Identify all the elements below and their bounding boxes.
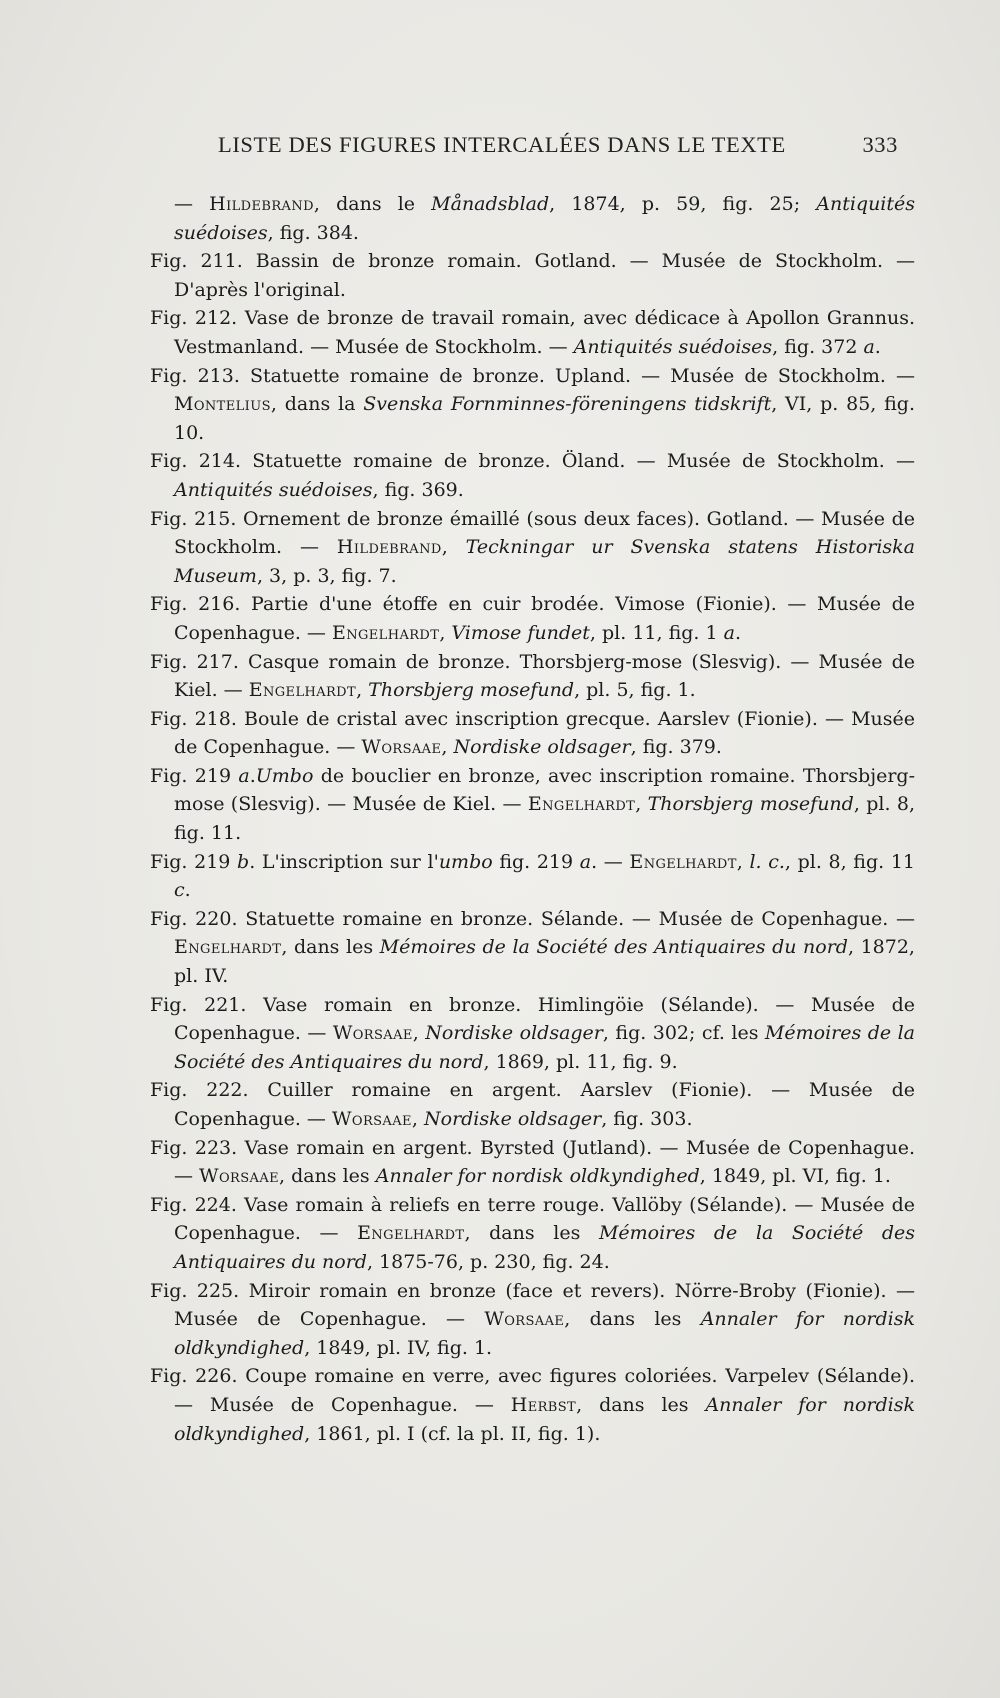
entry-work2: Antiquités suédoises	[174, 193, 916, 244]
entry-mid: ,	[736, 850, 750, 873]
entry-tail: , 1875-76, p. 230, fig. 24.	[366, 1250, 610, 1273]
entry-label: Fig. 213.	[150, 364, 240, 387]
entry-label: Fig. 216.	[150, 593, 241, 616]
entry-author: Engelhardt	[357, 1222, 465, 1245]
entry-label: Fig. 215.	[150, 507, 237, 530]
figure-entry-fig-213	[150, 362, 915, 448]
entry-work: Antiquités suédoises	[573, 335, 773, 358]
entry-label: Fig. 226.	[150, 1365, 238, 1388]
entry-text: Partie d'une étoffe en cuir brodée. Vimose (Fionie). — Musée de Copenhague. —	[174, 593, 915, 644]
entry-tail: , 1849, pl. IV, fig. 1.	[304, 1336, 493, 1359]
entry-work2: Mémoires de la Société des Antiquaires du nord	[174, 1022, 915, 1073]
entry-work: Nordiske oldsager	[424, 1108, 602, 1130]
entry-label: Fig. 224.	[150, 1193, 237, 1216]
entry-text: Vase romain en argent. Byrsted (Jutland). — Musée de Copenhague. —	[174, 1136, 915, 1188]
entry-label: Fig. 214.	[150, 450, 242, 473]
figure-entry-fig-225	[150, 1277, 915, 1363]
entry-label: Fig. 222.	[150, 1079, 249, 1102]
entry-tail: , pl. 5, fig. 1.	[574, 679, 696, 702]
entry-tail2: , 1869, pl. 11, fig. 9.	[483, 1050, 678, 1073]
entry-mid: , dans les	[279, 1165, 376, 1188]
entry-tail: , VI, p. 85, fig. 10.	[174, 393, 915, 444]
entry-label: Fig. 223.	[150, 1136, 238, 1159]
entry-label-end: .	[249, 764, 256, 787]
entry-author: Montelius	[174, 393, 271, 416]
entry-lead: —	[174, 193, 210, 215]
entry-work: Mémoires de la Société des Antiquaires du nord	[379, 936, 848, 959]
entry-author: Engelhardt	[248, 679, 357, 702]
entry-text: Ornement de bronze émaillé (sous deux faces). Gotland. — Musée de Stockholm. —	[174, 507, 915, 559]
figure-entry-fig-224	[150, 1191, 915, 1277]
entry-label: Fig. 219	[150, 764, 239, 787]
running-head-title: LISTE DES FIGURES INTERCALÉES DANS LE TEXTE	[218, 132, 786, 157]
entry-text: Vase romain en bronze. Himlingöie (Sélande). — Musée de Copenhague. —	[174, 993, 916, 1045]
entry-author: Engelhardt	[527, 793, 636, 816]
entry-tail: , 1874, p. 59, fig. 25;	[549, 193, 817, 215]
entry-text3: . —	[591, 850, 630, 873]
figure-entry-fig-218	[150, 705, 915, 762]
entry-tail: , fig. 379.	[630, 736, 722, 759]
entry-tail-end: .	[184, 879, 191, 902]
entry-tail: , fig. 302; cf. les	[602, 1022, 765, 1045]
entry-mid: , dans les	[281, 936, 380, 959]
entry-author: Worsaae	[484, 1308, 565, 1331]
figure-entry-fig-221	[150, 991, 915, 1077]
entry-text2: fig. 219	[492, 850, 580, 873]
entry-text: L'inscription sur l'	[255, 850, 439, 873]
entry-tail-it: c	[174, 879, 185, 902]
entry-work: Månadsblad	[431, 193, 550, 215]
figure-entry-fig-219b	[150, 848, 915, 905]
entry-mid: ,	[412, 1022, 426, 1045]
entry-label: Fig. 217.	[150, 650, 239, 673]
entry-work: Svenska Fornminnes-föreningens tidskrift	[363, 393, 772, 416]
entry-text2-it: a	[579, 850, 592, 873]
entry-text: de bouclier en bronze, avec inscription romaine. Thorsbjerg-mose (Slesvig). — Musée de Kiel. —	[174, 764, 915, 816]
entry-author: Hildebrand	[336, 536, 442, 559]
entry-tail: , pl. 8, fig. 11	[784, 850, 915, 873]
entry-text: Vase de bronze de travail romain, avec dédicace à Apollon Grannus. Vestmanland. — Musée de Stockholm. —	[174, 307, 916, 358]
entry-work: Nordiske oldsager	[453, 736, 631, 759]
entry-label: Fig. 212.	[150, 307, 238, 330]
entry-mid: ,	[441, 736, 454, 759]
entry-tail: , fig. 369.	[372, 478, 464, 501]
figure-entry-fig-215	[150, 505, 915, 591]
entry-text: Bassin de bronze romain. Gotland. — Musée de Stockholm. — D'après l'original.	[174, 250, 915, 301]
entry-tail-end: .	[874, 335, 881, 358]
entry-author: Herbst	[510, 1393, 577, 1416]
figure-entry-fig-212	[150, 304, 915, 361]
entry-mid: , dans la	[270, 393, 364, 416]
figure-entry-fig-216	[150, 590, 915, 647]
entry-tail: , 1872, pl. IV.	[174, 936, 915, 988]
entry-tail-end: .	[734, 621, 741, 644]
entry-text: Coupe romaine en verre, avec figures coloriées. Varpelev (Sélande). — Musée de Copenhague. —	[174, 1365, 915, 1416]
entry-mid: ,	[439, 621, 452, 644]
entry-work: Vimose fundet	[451, 621, 590, 644]
entry-work: Annaler for nordisk oldkyndighed	[375, 1165, 700, 1188]
entry-mid: , dans le	[313, 193, 432, 215]
entry-author: Worsaae	[332, 1022, 413, 1045]
figure-entry-fig-219a	[150, 762, 915, 848]
entry-author: Worsaae	[361, 736, 442, 759]
entry-mid: ,	[411, 1108, 424, 1130]
figure-entry-fig-222	[150, 1076, 915, 1133]
entry-author: Engelhardt	[331, 621, 440, 644]
entry-work: Thorsbjerg mosefund	[647, 793, 854, 816]
entry-tail: , 1849, pl. VI, fig. 1.	[699, 1165, 891, 1188]
entry-text: Cuiller romaine en argent. Aarslev (Fionie). — Musée de Copenhague. —	[174, 1079, 915, 1130]
entry-mid: , dans les	[576, 1393, 706, 1416]
figure-entry-fig-214	[150, 447, 915, 504]
entry-text: Casque romain de bronze. Thorsbjerg-mose (Slesvig). — Musée de Kiel. —	[174, 650, 915, 702]
figure-entry-fig-220	[150, 905, 915, 991]
entry-text: Miroir romain en bronze (face et revers). Nörre-Broby (Fionie). — Musée de Copenhague. —	[174, 1279, 916, 1331]
entry-tail: , pl. 11, fig. 1	[589, 621, 724, 644]
entry-work: Annaler for nordisk oldkyndighed	[174, 1393, 915, 1445]
entry-pre-it: Umbo	[255, 764, 314, 787]
entry-mid: ,	[635, 793, 648, 816]
running-head	[218, 132, 898, 168]
entry-mid: ,	[441, 536, 466, 559]
entry-text: Statuette romaine en bronze. Sélande. — Musée de Copenhague. —	[237, 907, 915, 930]
entry-tail: , fig. 372	[772, 335, 864, 358]
entry-text: Statuette romaine de bronze. Upland. — Musée de Stockholm. —	[239, 364, 915, 387]
entry-label-end: .	[249, 850, 256, 873]
entry-mid: , dans les	[464, 1222, 599, 1245]
entry-tail: , 1861, pl. I (cf. la pl. II, fig. 1).	[304, 1422, 601, 1445]
entry-label: Fig. 220.	[150, 907, 238, 930]
entry-author: Worsaae	[199, 1165, 279, 1188]
entry-work: Annaler for nordisk oldkyndighed	[174, 1308, 915, 1359]
entry-author: Hildebrand	[209, 193, 314, 215]
entry-tail: , fig. 303.	[601, 1108, 693, 1130]
figure-entry-fig-226	[150, 1362, 915, 1448]
entry-author: Engelhardt	[174, 936, 282, 959]
entry-mid: , dans les	[564, 1308, 701, 1331]
entry-label-it: b	[237, 850, 250, 873]
entry-text: Vase romain à reliefs en terre rouge. Vallöby (Sélande). — Musée de Copenhague. —	[174, 1193, 915, 1245]
figure-list	[150, 190, 915, 1448]
entry-tail-it: a	[723, 621, 735, 644]
entry-author: Worsaae	[331, 1108, 412, 1130]
entry-label: Fig. 211.	[150, 250, 243, 273]
entry-label: Fig. 221.	[150, 993, 247, 1016]
entry-tail: , pl. 8, fig. 11.	[174, 793, 915, 845]
figure-entry-fig-211	[150, 247, 915, 304]
entry-work: Mémoires de la Société des Antiquaires du nord	[174, 1222, 915, 1273]
entry-text: Statuette romaine de bronze. Öland. — Musée de Stockholm. —	[241, 450, 915, 473]
entry-label: Fig. 225.	[150, 1279, 240, 1302]
entry-label: Fig. 219	[150, 850, 238, 873]
entry-text-it: umbo	[438, 850, 493, 873]
entry-work: Thorsbjerg mosefund	[368, 679, 575, 702]
entry-label: Fig. 218.	[150, 707, 237, 730]
entry-tail2: , fig. 384.	[267, 221, 359, 244]
figure-entry-hildebrand-cont	[150, 190, 915, 247]
page-number: 333	[862, 132, 898, 157]
entry-work: Antiquités suédoises	[174, 478, 373, 501]
entry-work: l. c.	[749, 850, 785, 873]
entry-label-it: a	[238, 764, 250, 787]
entry-work: Teckningar ur Svenska statens Historiska Museum	[174, 536, 915, 587]
entry-text: Boule de cristal avec inscription grecque. Aarslev (Fionie). — Musée de Copenhague. —	[174, 707, 915, 759]
entry-mid: ,	[356, 679, 369, 702]
entry-work: Nordiske oldsager	[425, 1022, 603, 1045]
entry-author: Engelhardt	[629, 850, 737, 873]
entry-tail: , 3, p. 3, fig. 7.	[256, 564, 397, 587]
entry-tail-it: a	[863, 335, 875, 358]
figure-entry-fig-217	[150, 648, 915, 705]
figure-entry-fig-223	[150, 1134, 915, 1191]
